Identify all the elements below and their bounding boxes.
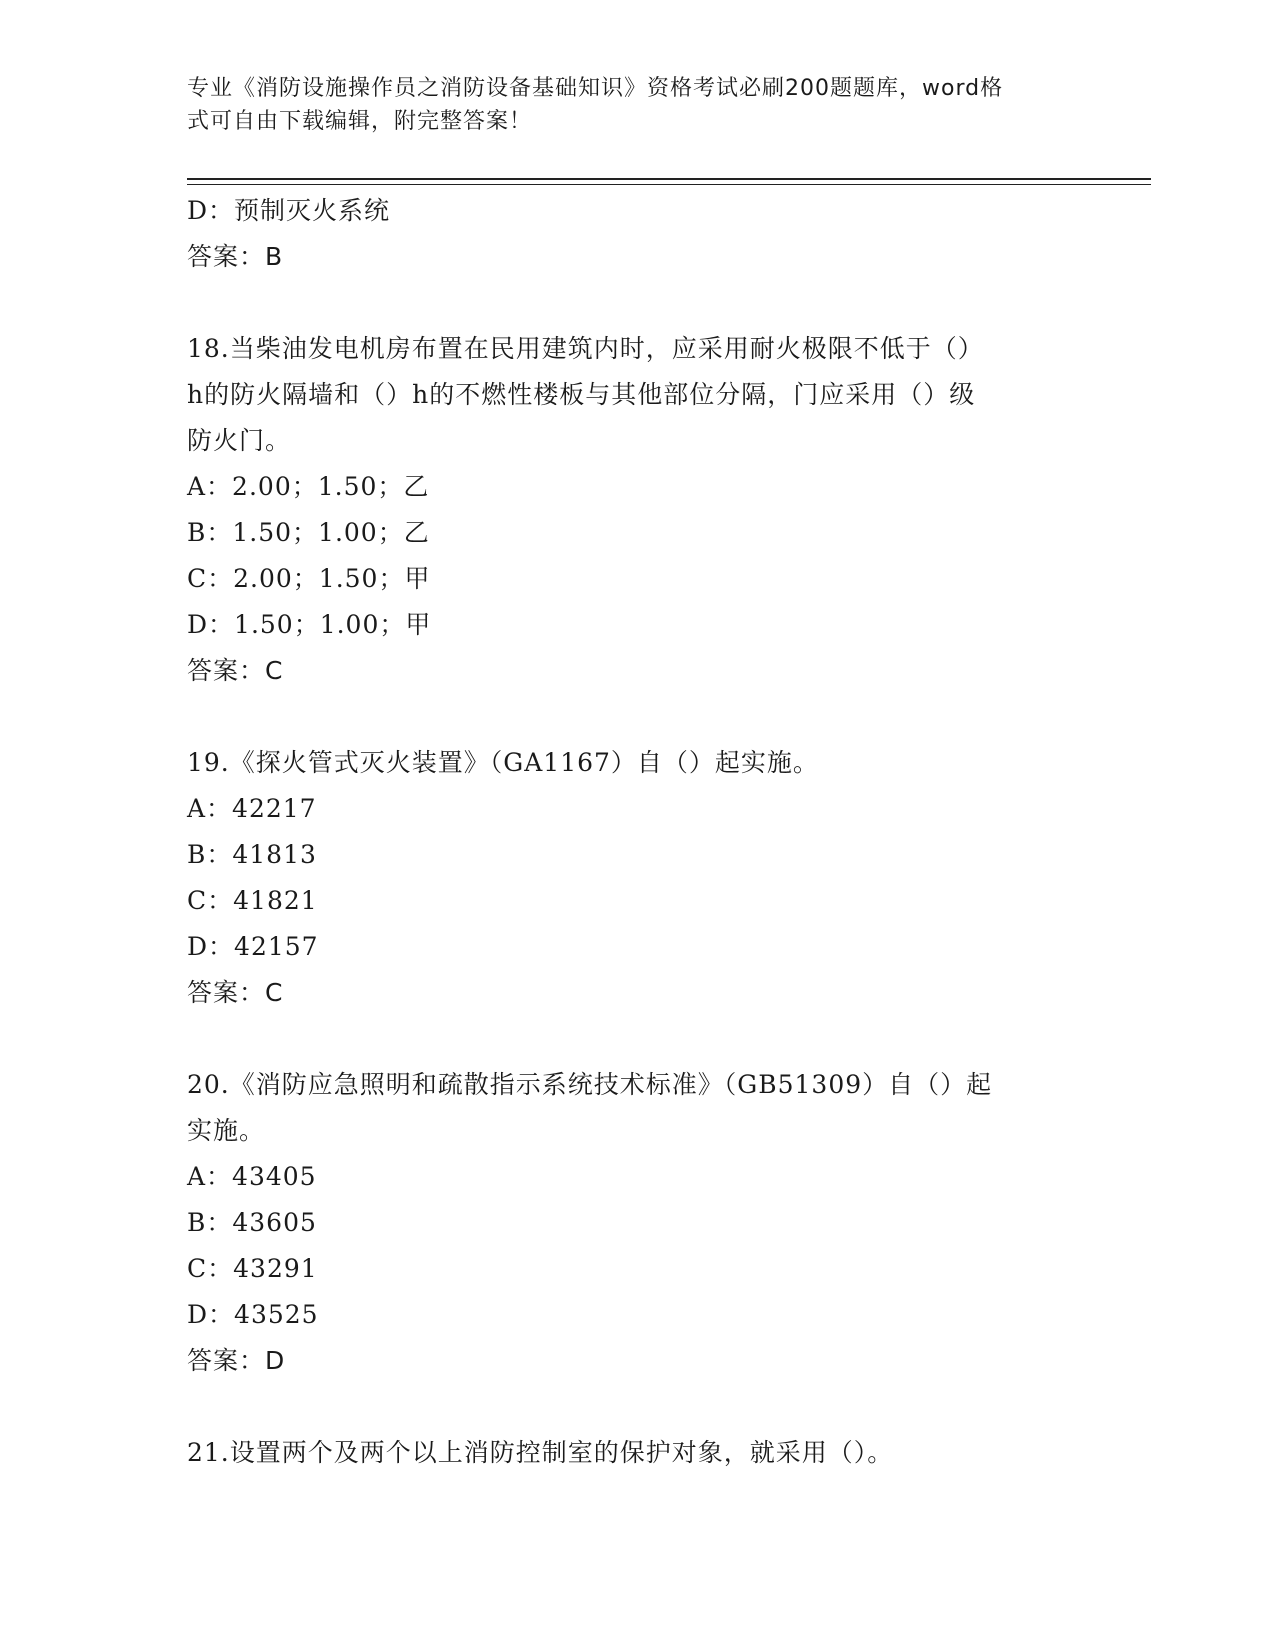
option-b: B：41813 [187, 840, 317, 869]
header-line-1: 专业《消防设施操作员之消防设备基础知识》资格考试必刷200题题库，word格 [187, 76, 1004, 101]
question-21 [187, 1430, 1087, 1476]
option-d: D：预制灭火系统 [187, 196, 391, 225]
answer-line: 答案：C [187, 656, 284, 685]
header-divider-thin [187, 184, 1151, 185]
option-b: B：43605 [187, 1208, 317, 1237]
option-a: A：42217 [187, 794, 317, 823]
answer-line: 答案：B [187, 242, 284, 271]
spacer [187, 280, 1087, 326]
question-stem-line: 20.《消防应急照明和疏散指示系统技术标准》（GB51309）自（）起 [187, 1070, 993, 1099]
option-c: C：43291 [187, 1254, 318, 1283]
page-header [187, 72, 1087, 138]
option-c: C：2.00；1.50；甲 [187, 564, 431, 593]
option-b: B：1.50；1.00；乙 [187, 518, 430, 547]
answer-line: 答案：D [187, 1346, 286, 1375]
option-d: D：1.50；1.00；甲 [187, 610, 432, 639]
question-stem-line: 实施。 [187, 1116, 266, 1145]
question-content [187, 188, 1087, 1476]
option-d: D：43525 [187, 1300, 319, 1329]
spacer [187, 1016, 1087, 1062]
question-18 [187, 326, 1087, 694]
question-19 [187, 740, 1087, 1016]
question-stem-line: 防火门。 [187, 426, 292, 455]
answer-line: 答案：C [187, 978, 284, 1007]
question-stem-line: 19.《探火管式灭火装置》（GA1167）自（）起实施。 [187, 748, 819, 777]
question-20 [187, 1062, 1087, 1384]
header-line-2: 式可自由下载编辑，附完整答案！ [187, 109, 533, 134]
spacer [187, 1384, 1087, 1430]
question-stem-line: 18.当柴油发电机房布置在民用建筑内时，应采用耐火极限不低于（） [187, 334, 984, 363]
question-stem-line: 21.设置两个及两个以上消防控制室的保护对象，就采用（）。 [187, 1438, 894, 1467]
option-a: A：43405 [187, 1162, 317, 1191]
question-stem-line: h的防火隔墙和（）h的不燃性楼板与其他部位分隔，门应采用（）级 [187, 380, 976, 409]
spacer [187, 694, 1087, 740]
header-divider [187, 178, 1151, 180]
option-a: A：2.00；1.50；乙 [187, 472, 430, 501]
option-c: C：41821 [187, 886, 318, 915]
option-d: D：42157 [187, 932, 319, 961]
